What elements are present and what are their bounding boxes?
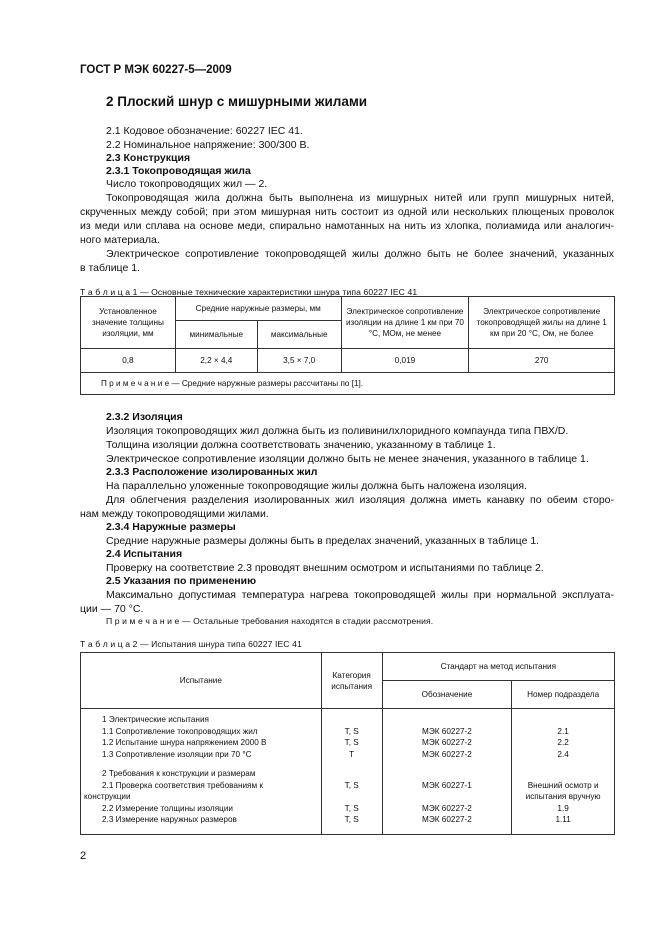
t2-cell: T, S (344, 815, 359, 824)
t2-cell: 1.11 (555, 815, 571, 824)
t2-row-name: 2.2 Измерение толщины изоляции (102, 803, 233, 813)
t1-cell: 2,2 × 4,4 (175, 349, 257, 373)
rated-voltage: 2.2 Номинальное напряжение: 300/300 В. (106, 139, 310, 151)
paragraph-line: Электрическое сопротивление изоляции должно быть не менее значения, указанного в таблице 1. (106, 453, 589, 465)
paragraph-line: Средние наружные размеры должны быть в пределах значений, указанных в таблице 1. (106, 535, 540, 547)
heading-construction: 2.3 Конструкция (106, 152, 191, 164)
paragraph-line: нам между токопроводящими жилами. (80, 508, 269, 520)
paragraph-line: Изоляция токопроводящих жил должна быть из поливинилхлоридного компаунда типа ПВХ/D. (106, 425, 569, 437)
t1-header-insulation: Установленное значение толщины изоляции, мм (81, 297, 176, 349)
paragraph-line: На параллельно уложенные токопроводящие жилы должна быть наложена изоляция. (106, 480, 527, 492)
t1-header-min: минимальные (175, 321, 257, 349)
page-number: 2 (80, 850, 87, 862)
t1-header-r70: Электрическое сопротивление изоляции на длине 1 км при 70 °С, МОм, не менее (341, 297, 469, 349)
t2-designation-column (382, 709, 512, 835)
t2-cell: Внешний осмотр и (527, 780, 599, 790)
t1-cell: 0,8 (81, 349, 176, 373)
t1-note: П р и м е ч а н и е — Средние наружные размеры рассчитаны по [1]. (81, 373, 615, 395)
paragraph-line: в таблице 1. (80, 262, 140, 274)
heading-conductor: 2.3.1 Токопроводящая жила (106, 165, 251, 177)
heading-tests: 2.4 Испытания (106, 548, 183, 560)
section-title: 2 Плоский шнур с мишурными жилами (106, 94, 368, 109)
paragraph-line: ного материала. (80, 234, 160, 246)
heading-outer-dims: 2.3.4 Наружные размеры (106, 521, 236, 533)
t2-cell: МЭК 60227-2 (422, 726, 472, 736)
table2-caption: Т а б л и ц а 2 — Испытания шнура типа 60227 IEC 41 (80, 639, 302, 649)
t2-cell: 2.4 (557, 749, 569, 759)
t2-cell: T, S (344, 726, 359, 736)
t2-cell: МЭК 60227-2 (422, 815, 472, 824)
t2-row-name: 1.3 Сопротивление изоляции при 70 °С (102, 749, 252, 759)
t2-cell: испытания вручную (525, 792, 601, 801)
t2-header-category: Категория испытания (321, 653, 382, 709)
t2-subsection-column (512, 709, 615, 835)
table-1 (80, 296, 615, 395)
paragraph-line: Для облегчения разделения изолированных жил изоляция должна иметь канавку по обеим сторо- (106, 494, 614, 506)
t2-group-title: 2 Требования к конструкции и размерам (102, 769, 256, 778)
t2-cell: МЭК 60227-2 (422, 803, 472, 813)
t2-header-subsection: Номер подраздела (512, 681, 615, 709)
t2-cell: МЭК 60227-1 (422, 780, 472, 790)
conductor-count: Число токопроводящих жил — 2. (106, 178, 268, 190)
t2-row-name-cont: конструкции (84, 792, 131, 801)
t2-test-column (81, 709, 322, 835)
paragraph-line: Токопроводящая жила должна быть выполнена из мишурных нитей или групп мишурных нитей, (106, 192, 614, 204)
heading-arrangement: 2.3.3 Расположение изолированных жил (106, 466, 318, 478)
t1-header-dims: Средние наружные размеры, мм (175, 297, 341, 321)
t2-header-test: Испытание (81, 653, 322, 709)
paragraph-line: Толщина изоляции должна соответствовать значению, указанному в таблице 1. (106, 439, 496, 451)
t2-row-name: 2.3 Измерение наружных размеров (102, 815, 237, 824)
heading-usage: 2.5 Указания по применению (106, 575, 257, 587)
t2-row-name: 2.1 Проверка соответствия требованиям к (102, 780, 263, 790)
paragraph-line: скрученных между собой; при этом мишурная нить состоит из одной или нескольких плющеных проволок (80, 206, 614, 218)
t2-cell: МЭК 60227-2 (422, 738, 472, 747)
t2-cell: T (349, 749, 355, 759)
t2-cell: 2.2 (557, 738, 569, 747)
note-2: П р и м е ч а н и е — Остальные требования находятся в стадии рассмотрения. (106, 616, 434, 626)
t2-group-title: 1 Электрические испытания (102, 715, 209, 724)
t2-header-designation: Обозначение (382, 681, 512, 709)
document-header: ГОСТ Р МЭК 60227-5—2009 (80, 64, 232, 76)
paragraph-line: из меди или сплава на основе меди, спирально намотанных на нить из хлопка, полиамида или аналогич- (80, 220, 614, 232)
t2-cell: 1.9 (557, 803, 569, 813)
paragraph-line: Электрическое сопротивление токопроводящей жилы должно быть не более значений, указанных (106, 248, 614, 260)
t2-category-column (321, 709, 382, 835)
paragraph-line: ции — 70 °С. (80, 603, 144, 615)
paragraph-line: Максимально допустимая температура нагрева токопроводящей жилы при нормальной эксплуата- (106, 589, 614, 601)
t2-cell: 2.1 (557, 726, 569, 736)
t2-cell: T, S (344, 738, 359, 747)
t1-cell: 3,5 × 7,0 (257, 349, 341, 373)
t2-row-name: 1.1 Сопротивление токопроводящих жил (102, 726, 258, 736)
t2-cell: МЭК 60227-2 (422, 749, 472, 759)
t1-header-r20: Электрическое сопротивление токопроводящей жилы на длине 1 км при 20 °С, Ом, не более (469, 297, 615, 349)
t2-row-name: 1.2 Испытание шнура напряжением 2000 В (102, 738, 267, 747)
table1-caption: Т а б л и ц а 1 — Основные технические характеристики шнура типа 60227 IEC 41 (80, 287, 418, 297)
paragraph-line: Проверку на соответствие 2.3 проводят внешним осмотром и испытаниями по таблице 2. (106, 562, 544, 574)
t1-header-max: максимальные (257, 321, 341, 349)
code-designation: 2.1 Кодовое обозначение: 60227 IEC 41. (106, 125, 303, 137)
t2-cell: T, S (344, 803, 359, 813)
t1-cell: 270 (469, 349, 615, 373)
t2-cell: T, S (344, 780, 359, 790)
table-2 (80, 652, 615, 835)
t2-header-standard: Стандарт на метод испытания (382, 653, 614, 681)
heading-insulation: 2.3.2 Изоляция (106, 411, 183, 423)
t1-cell: 0,019 (341, 349, 469, 373)
